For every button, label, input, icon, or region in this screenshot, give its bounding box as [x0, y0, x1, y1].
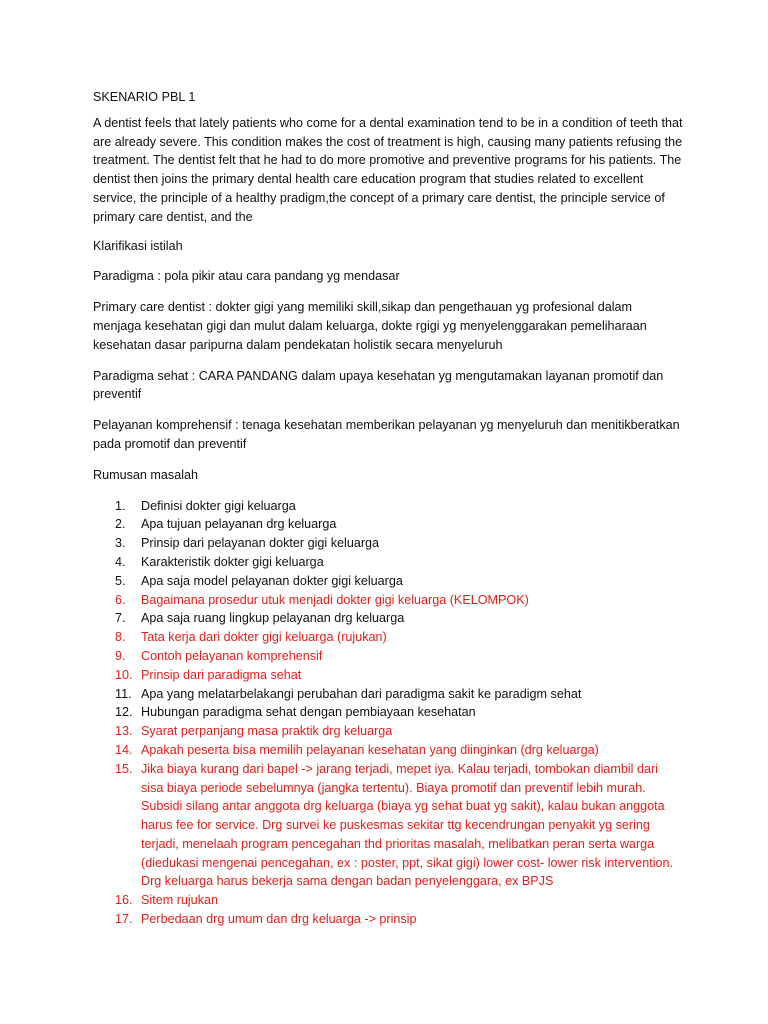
list-item	[93, 703, 683, 722]
list-item-text: Contoh pelayanan komprehensif	[141, 648, 323, 663]
list-item-number: 14.	[115, 742, 133, 757]
list-item-text: Apa saja model pelayanan dokter gigi keluarga	[141, 573, 403, 588]
term-paradigma-sehat: Paradigma sehat : CARA PANDANG dalam upaya kesehatan yg mengutamakan layanan promotif dan preventif	[93, 368, 664, 402]
list-item-text: Prinsip dari paradigma sehat	[141, 667, 302, 682]
term-primary-care-dentist: Primary care dentist : dokter gigi yang memiliki skill,sikap dan pengethauan yg profesional dalam menjaga kesehatan gigi dan mulut dalam keluarga, dokte rgigi yg menyelenggarakan pemeliharaan kesehatan dasar paripurna dalam pendekatan holistik secara menyeluruh	[93, 300, 647, 352]
list-item-number: 5.	[115, 573, 126, 588]
list-item-number: 11.	[115, 686, 132, 701]
list-item	[93, 666, 683, 685]
list-item	[93, 609, 683, 628]
list-item-number: 12.	[115, 705, 133, 720]
document-title: SKENARIO PBL 1	[93, 90, 196, 104]
problem-list	[93, 497, 683, 929]
list-item-text: Apa saja ruang lingkup pelayanan drg keluarga	[141, 611, 405, 626]
list-item-number: 10.	[115, 667, 133, 682]
list-item-number: 7.	[115, 611, 126, 626]
list-item-text: Apa yang melatarbelakangi perubahan dari paradigma sakit ke paradigm sehat	[141, 686, 582, 701]
list-item-text: Karakteristik dokter gigi keluarga	[141, 554, 324, 569]
list-item-number: 17.	[115, 912, 133, 927]
term-paradigma: Paradigma : pola pikir atau cara pandang yg mendasar	[93, 269, 400, 284]
list-item	[93, 591, 683, 610]
list-item-text: Jika biaya kurang dari bapel -> jarang terjadi, mepet iya. Kalau terjadi, tombokan diambil dari sisa biaya periode sebelumnya (jangka tertentu). Biaya promotif dan preventif lebih murah. Subsidi silang antar anggota drg keluarga (biaya yg sehat buat yg sakit), kalau bukan anggota harus fee for service. Drg survei ke puskesmas sekitar ttg kecendrungan penyakit yg sering terjadi, menelaah program pencegahan thd prioritas masalah, melibatkan peran serta warga (diedukasi mengenai pencegahan, ex : poster, ppt, sikat gigi) lower cost- lower risk intervention. Drg keluarga harus bekerja sama dengan badan penyelenggara, ex BPJS	[141, 761, 674, 889]
list-item-text: Perbedaan drg umum dan drg keluarga -> prinsip	[141, 912, 417, 927]
list-item-text: Definisi dokter gigi keluarga	[141, 498, 296, 513]
list-item-text: Apakah peserta bisa memilih pelayanan kesehatan yang diinginkan (drg keluarga)	[141, 742, 599, 757]
list-item-text: Bagaimana prosedur utuk menjadi dokter gigi keluarga (KELOMPOK)	[141, 592, 529, 607]
list-item-text: Hubungan paradigma sehat dengan pembiayaan kesehatan	[141, 705, 476, 720]
list-item-number: 16.	[115, 893, 133, 908]
list-item	[93, 741, 683, 760]
list-item	[93, 647, 683, 666]
list-item-text: Syarat perpanjang masa praktik drg keluarga	[141, 724, 393, 739]
list-item	[93, 722, 683, 741]
list-item	[93, 515, 683, 534]
list-item-text: Prinsip dari pelayanan dokter gigi keluarga	[141, 536, 380, 551]
list-item-number: 3.	[115, 536, 126, 551]
scenario-paragraph: A dentist feels that lately patients who come for a dental examination tend to be in a condition of teeth that are already severe. This condition makes the cost of treatment is high, causing many patients refusing the treatment. The dentist felt that he had to do more promotive and preventive programs for his patients. The dentist then joins the primary dental health care education program that studies related to excellent service, the principle of a healthy pradigm,the concept of a primary care dentist, the principle service of primary care dentist, and the	[93, 115, 683, 224]
list-item-number: 6.	[115, 592, 126, 607]
list-item	[93, 497, 683, 516]
list-item	[93, 572, 683, 591]
list-item	[93, 910, 683, 929]
list-item-number: 15.	[115, 761, 133, 776]
list-item	[93, 534, 683, 553]
list-item	[93, 628, 683, 647]
list-item-number: 1.	[115, 498, 126, 513]
list-item-number: 4.	[115, 554, 126, 569]
list-item-text: Tata kerja dari dokter gigi keluarga (rujukan)	[141, 630, 387, 645]
document-page	[93, 88, 683, 929]
list-item-number: 2.	[115, 517, 126, 532]
list-item-text: Apa tujuan pelayanan drg keluarga	[141, 517, 337, 532]
rumusan-heading: Rumusan masalah	[93, 467, 198, 482]
list-item	[93, 760, 683, 892]
list-item-text: Sitem rujukan	[141, 893, 218, 908]
list-item-number: 13.	[115, 724, 133, 739]
klarifikasi-heading: Klarifikasi istilah	[93, 238, 183, 253]
term-pelayanan-komprehensif: Pelayanan komprehensif : tenaga kesehatan memberikan pelayanan yg menyeluruh dan menitikberatkan pada promotif dan preventif	[93, 418, 680, 451]
list-item-number: 9.	[115, 648, 126, 663]
list-item	[93, 891, 683, 910]
list-item-number: 8.	[115, 630, 126, 645]
list-item	[93, 553, 683, 572]
list-item	[93, 685, 683, 704]
